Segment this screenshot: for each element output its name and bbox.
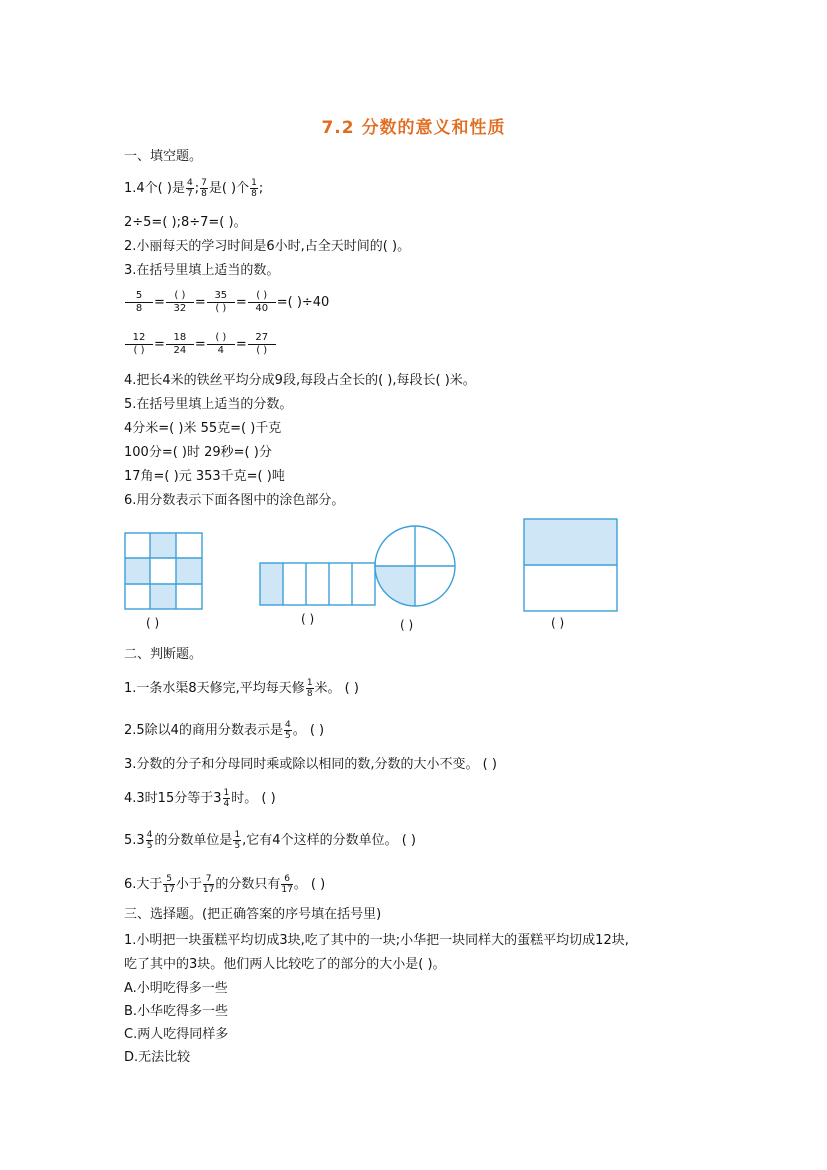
fraction: $\frac{4}{7}$: [186, 178, 193, 199]
fraction: $\frac{18}{24}$: [166, 332, 194, 357]
judge-2: 2.5除以4的商用分数表示是 $\frac{4}{5}$ 。 ( ): [124, 720, 325, 741]
fraction: $\frac{35}{( )}$: [207, 290, 235, 315]
section-2-heading: 二、判断题。: [124, 647, 203, 662]
equals-sign: =: [154, 295, 165, 310]
figure-rectangle: [523, 518, 619, 614]
question-4: 4.把长4米的铁丝平均分成9段,每段占全长的( ),每段长( )米。: [124, 373, 476, 388]
option-c: C.两人吃得同样多: [124, 1027, 229, 1042]
question-3-row-2: [124, 332, 277, 357]
question-3: 3.在括号里填上适当的数。: [124, 263, 280, 278]
question-1b: 2÷5=( );8÷7=( )。: [124, 215, 247, 230]
fraction: $\frac{5}{8}$: [125, 290, 153, 315]
question-5: 5.在括号里填上适当的分数。: [124, 397, 293, 412]
equals-sign: =: [194, 295, 206, 310]
equals-sign: =( )÷40: [276, 295, 330, 310]
question-2: 2.小丽每天的学习时间是6小时,占全天时间的( )。: [124, 239, 411, 254]
question-1a: 1.4个( )是 $\frac{4}{7}$ ; $\frac{7}{8}$ 是( )个 $\frac{1}{8}$ ;: [124, 178, 264, 199]
fraction: $\frac{( )}{32}$: [166, 290, 194, 315]
section-1-heading: 一、填空题。: [124, 149, 203, 164]
equals-sign: =: [235, 337, 247, 352]
fraction: $\frac{7}{8}$: [201, 178, 207, 199]
equals-sign: =: [235, 295, 247, 310]
choice-1-line-2: 吃了其中的3块。他们两人比较吃了的部分的大小是( )。: [124, 957, 446, 972]
figure-grid: [124, 532, 204, 610]
figure-1-answer: ( ): [146, 616, 160, 630]
judge-1: 1.一条水渠8天修完,平均每天修 $\frac{1}{8}$ 米。 ( ): [124, 678, 359, 699]
equals-sign: =: [154, 337, 165, 352]
section-3-heading: 三、选择题。(把正确答案的序号填在括号里): [124, 907, 382, 922]
figure-circle: [373, 524, 457, 608]
option-a: A.小明吃得多一些: [124, 981, 228, 996]
figure-3-answer: ( ): [400, 618, 414, 632]
equals-sign: =: [194, 337, 206, 352]
page-title: 7.2 分数的意义和性质: [321, 118, 506, 138]
question-5a: 4分米=( )米 55克=( )千克: [124, 421, 282, 436]
option-d: D.无法比较: [124, 1050, 191, 1065]
question-3-row-1: [124, 290, 329, 315]
fraction: $\frac{12}{( )}$: [125, 332, 153, 357]
fraction: $\frac{( )}{40}$: [248, 290, 276, 315]
question-5b: 100分=( )时 29秒=( )分: [124, 445, 272, 460]
fraction: $\frac{27}{( )}$: [248, 332, 276, 357]
option-b: B.小华吃得多一些: [124, 1004, 229, 1019]
question-5c: 17角=( )元 353千克=( )吨: [124, 469, 285, 484]
choice-1-line-1: 1.小明把一块蛋糕平均切成3块,吃了其中的一块;小华把一块同样大的蛋糕平均切成12块,: [124, 933, 629, 948]
fraction: $\frac{( )}{4}$: [207, 332, 235, 357]
judge-5: 5.3 $\frac{4}{5}$ 的分数单位是 $\frac{1}{5}$ ,它有4个这样的分数单位。 ( ): [124, 830, 416, 851]
fraction: $\frac{1}{8}$: [251, 178, 257, 199]
judge-4: 4.3时15分等于3 $\frac{1}{4}$ 时。 ( ): [124, 788, 276, 809]
judge-6: 6.大于 $\frac{5}{17}$ 小于 $\frac{7}{17}$ 的分数只有 $\frac{6}{17}$ 。 ( ): [124, 874, 326, 895]
figure-2-answer: ( ): [301, 612, 315, 626]
figure-4-answer: ( ): [551, 616, 565, 630]
question-6: 6.用分数表示下面各图中的涂色部分。: [124, 493, 345, 508]
judge-3: 3.分数的分子和分母同时乘或除以相同的数,分数的大小不变。 ( ): [124, 757, 497, 772]
figure-strip: [259, 562, 377, 606]
